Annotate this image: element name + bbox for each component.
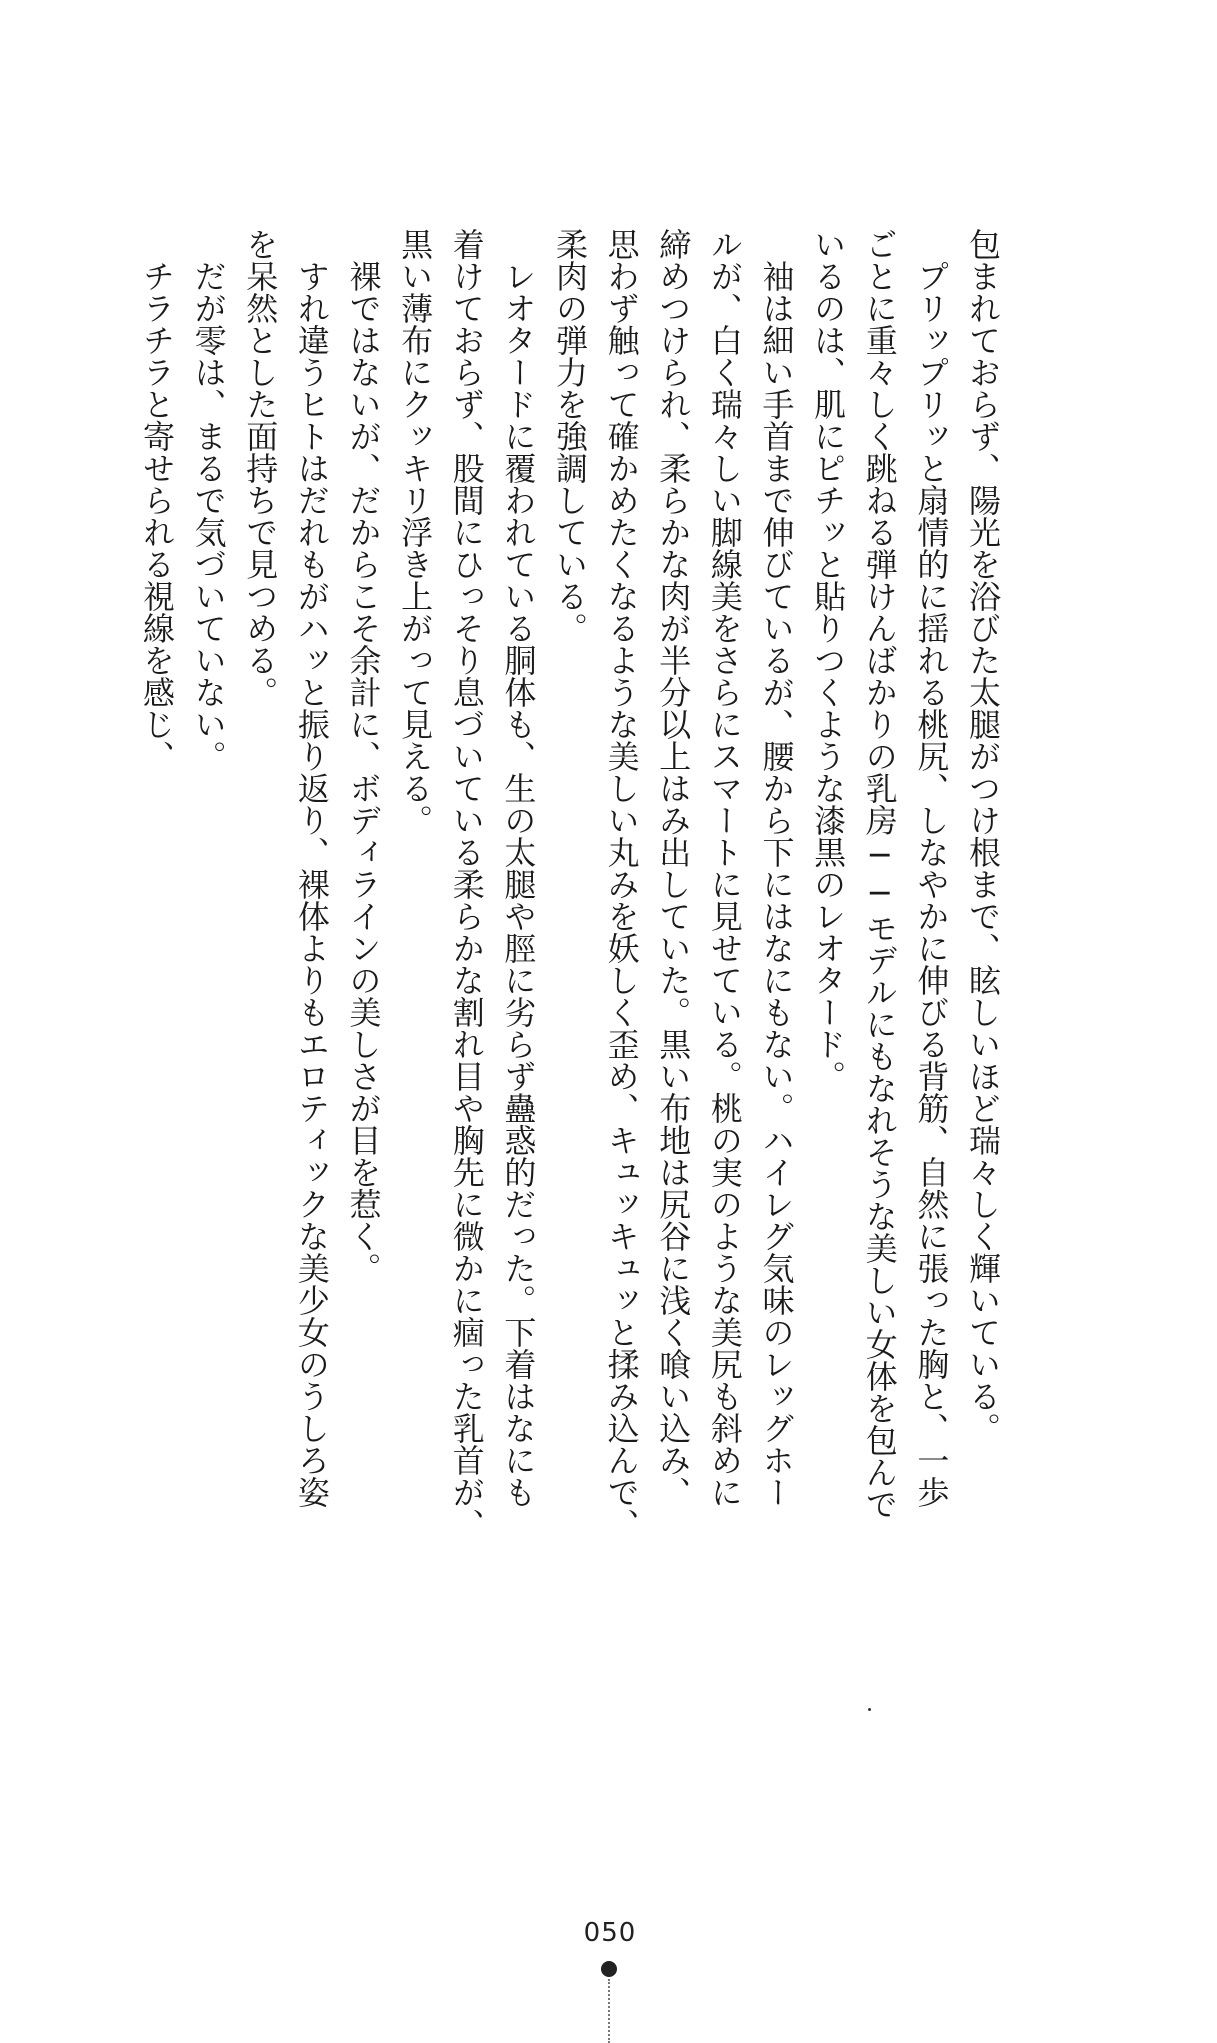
text-line: を呆然とした面持ちで見つめる。 bbox=[241, 228, 280, 708]
text-line: だが零は、まるで気づいていない。 bbox=[189, 228, 228, 772]
text-line: プリップリッと扇情的に揺れる桃尻、しなやかに伸びる背筋、自然に張った胸と、一歩 bbox=[912, 228, 951, 1508]
folio-dot-ornament bbox=[601, 1961, 617, 1977]
folio-dotted-line bbox=[608, 1979, 610, 2043]
text-line: チラチラと寄せられる視線を感じ、 bbox=[138, 228, 176, 772]
text-line: ごとに重々しく跳ねる弾けんばかりの乳房──モデルにもなれそうな美しい女体を包んで bbox=[860, 228, 899, 1520]
text-line: 思わず触って確かめたくなるような美しい丸みを妖しく歪め、キュッキュッと揉み込んで、 bbox=[602, 228, 641, 1540]
text-line: 袖は細い手首まで伸びているが、腰から下にはなにもない。ハイレグ気味のレッグホー bbox=[757, 228, 796, 1508]
text-line: すれ違うヒトはだれもがハッと振り返り、裸体よりもエロティックな美少女のうしろ姿 bbox=[292, 228, 331, 1508]
text-line: 柔肉の弾力を強調している。 bbox=[551, 228, 589, 644]
text-line: 黒い薄布にクッキリ浮き上がって見える。 bbox=[396, 228, 435, 836]
text-line: ルが、白く瑞々しい脚線美をさらにスマートに見せている。桃の実のような美尻も斜めに bbox=[705, 228, 744, 1508]
vertical-text-block bbox=[135, 228, 1005, 1828]
text-line: レオタードに覆われている胴体も、生の太腿や脛に劣らず蠱惑的だった。下着はなにも bbox=[499, 228, 538, 1508]
text-line: 締めつけられ、柔らかな肉が半分以上はみ出していた。黒い布地は尻谷に浅く喰い込み、 bbox=[654, 228, 693, 1508]
text-line: 包まれておらず、陽光を浴びた太腿がつけ根まで、眩しいほど瑞々しく輝いている。 bbox=[964, 228, 1002, 1444]
stray-mark bbox=[868, 1708, 871, 1711]
text-line: 裸ではないが、だからこそ余計に、ボディラインの美しさが目を惹く。 bbox=[344, 228, 383, 1284]
page-number: 050 bbox=[583, 1918, 637, 1948]
text-line: 着けておらず、股間にひっそり息づいている柔らかな割れ目や胸先に微かに痼った乳首が、 bbox=[447, 228, 486, 1540]
text-line: いるのは、肌にピチッと貼りつくような漆黒のレオタード。 bbox=[809, 228, 848, 1092]
